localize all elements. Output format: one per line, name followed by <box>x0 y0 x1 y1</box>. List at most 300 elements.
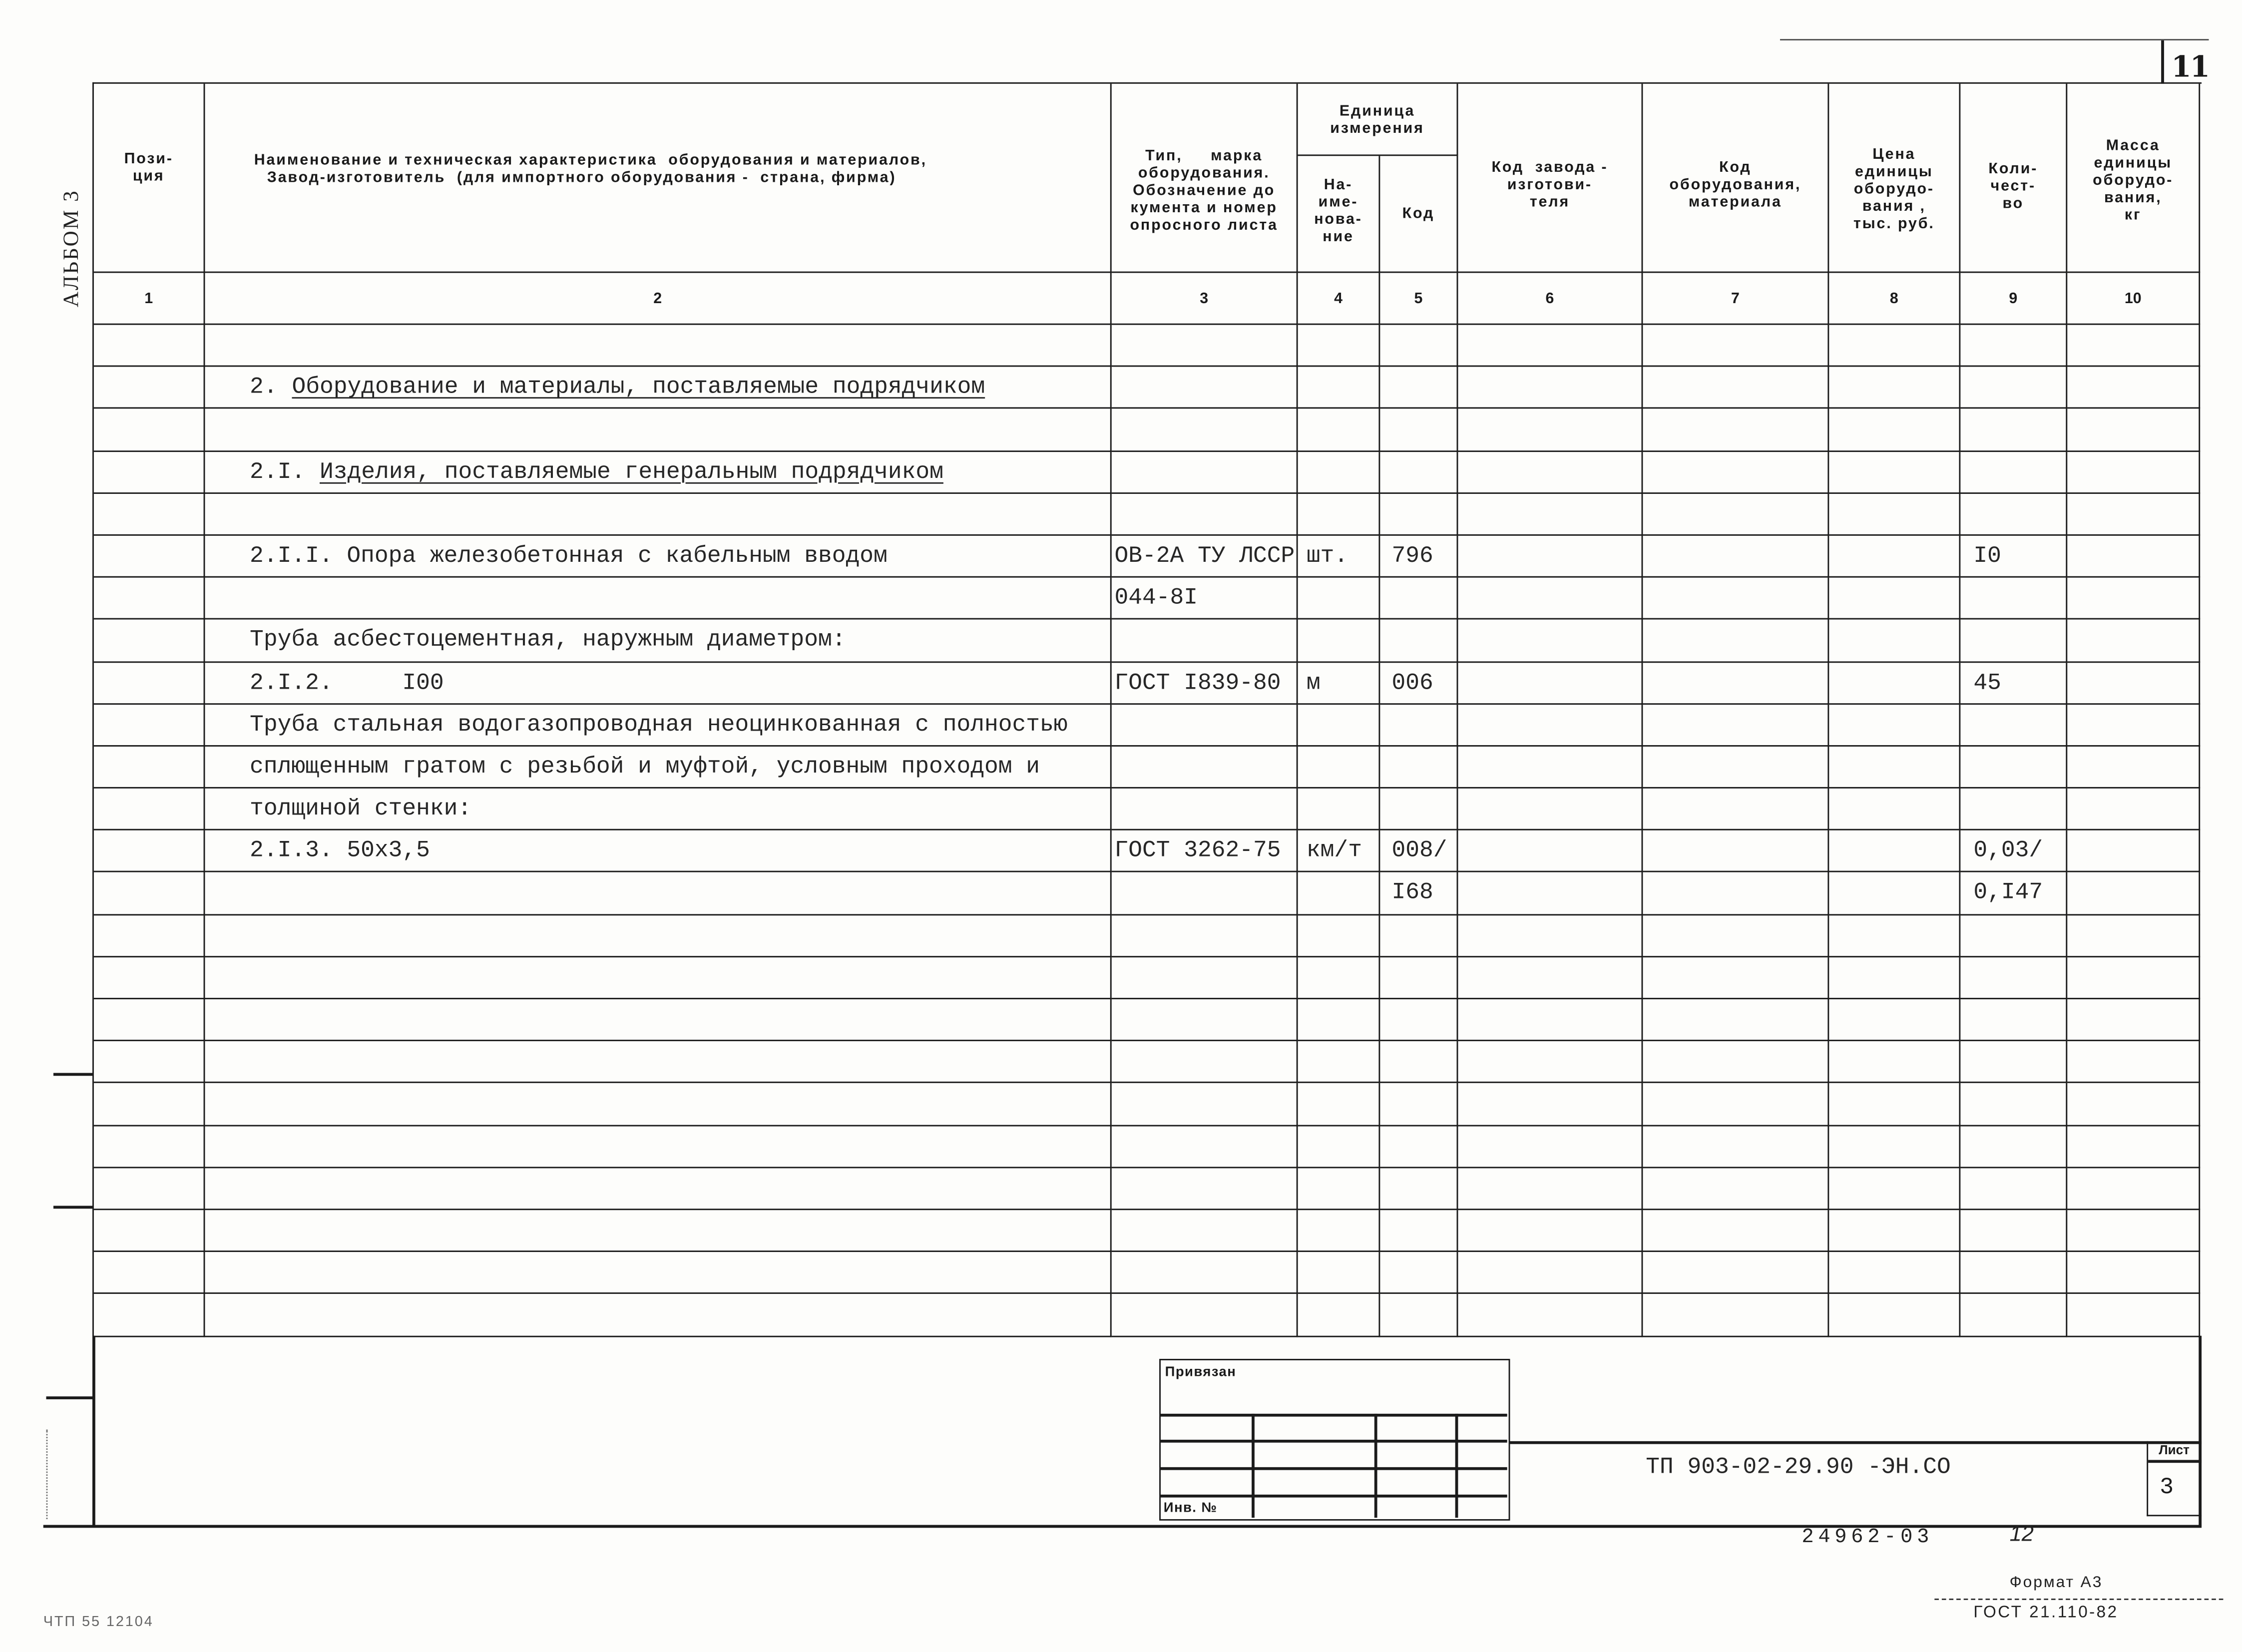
cell-factory-code <box>1458 578 1643 620</box>
cell-mass <box>2067 1041 2200 1083</box>
cell-name <box>205 367 1111 409</box>
cell-mass <box>2067 957 2200 999</box>
cell-factory-code <box>1458 915 1643 957</box>
cell-name <box>205 1252 1111 1294</box>
cell-item-code <box>1643 704 1829 746</box>
cell-position <box>94 578 205 620</box>
cell-item-code <box>1643 873 1829 915</box>
cell-price <box>1829 915 1960 957</box>
cell-factory-code <box>1458 957 1643 999</box>
cell-quantity: I0 <box>1960 536 2067 578</box>
cell-item-code <box>1643 957 1829 999</box>
header-unit-name <box>1298 156 1380 273</box>
cell-unit-code <box>1380 1084 1458 1126</box>
cell-name <box>205 1041 1111 1083</box>
cell-mass <box>2067 747 2200 789</box>
header-line: вания, <box>2104 189 2162 207</box>
cell-quantity <box>1960 578 2067 620</box>
cell-mass <box>2067 1084 2200 1126</box>
cell-item-code <box>1643 536 1829 578</box>
cell-price <box>1829 409 1960 451</box>
stamp-line <box>1455 1414 1458 1518</box>
cell-unit-name <box>1298 747 1380 789</box>
cell-type <box>1112 1126 1298 1168</box>
cell-mass <box>2067 1168 2200 1210</box>
cell-unit-name <box>1298 451 1380 493</box>
cell-quantity <box>1960 1084 2067 1126</box>
cell-factory-code <box>1458 789 1643 830</box>
archive-number: 24962-03 <box>1801 1526 1934 1550</box>
cell-price <box>1829 789 1960 830</box>
cell-mass <box>2067 915 2200 957</box>
header-mass <box>2067 84 2200 273</box>
header-line: оборудования, <box>1669 175 1801 193</box>
table-row <box>94 830 2201 872</box>
cell-unit-name <box>1298 1210 1380 1252</box>
cell-type <box>1112 1252 1298 1294</box>
stamp-line <box>1252 1414 1254 1518</box>
cell-item-code <box>1643 1294 1829 1336</box>
cell-mass <box>2067 999 2200 1041</box>
header-line: оборудования. <box>1138 164 1270 182</box>
header-name <box>205 84 1111 273</box>
cell-unit-code <box>1380 1210 1458 1252</box>
cell-item-code <box>1643 620 1829 662</box>
cell-quantity <box>1960 704 2067 746</box>
cell-mass <box>2067 1294 2200 1336</box>
column-number: 9 <box>1960 273 2067 325</box>
cell-type <box>1112 789 1298 830</box>
cell-unit-name <box>1298 620 1380 662</box>
cell-unit-name <box>1298 578 1380 620</box>
cell-unit-code <box>1380 957 1458 999</box>
cell-position <box>94 957 205 999</box>
cell-type <box>1112 1294 1298 1336</box>
cell-type <box>1112 493 1298 535</box>
cell-position <box>94 367 205 409</box>
cell-name <box>205 1126 1111 1168</box>
cell-price <box>1829 493 1960 535</box>
cell-quantity <box>1960 1210 2067 1252</box>
cell-name <box>205 1168 1111 1210</box>
cell-unit-code <box>1380 493 1458 535</box>
cell-item-code <box>1643 451 1829 493</box>
cell-price <box>1829 620 1960 662</box>
cell-price <box>1829 747 1960 789</box>
section-title: Изделия, поставляемые генеральным подрядчиком <box>319 458 943 485</box>
cell-unit-code <box>1380 325 1458 367</box>
header-line: измерения <box>1330 119 1424 137</box>
cell-price <box>1829 1210 1960 1252</box>
cell-item-code <box>1643 367 1829 409</box>
cell-name <box>205 1294 1111 1336</box>
header-factory-code <box>1458 84 1643 273</box>
cell-mass <box>2067 830 2200 872</box>
cell-name <box>205 1084 1111 1126</box>
cell-unit-code <box>1380 409 1458 451</box>
header-line: нова- <box>1314 210 1362 228</box>
cell-unit-name <box>1298 493 1380 535</box>
standard-label: ГОСТ 21.110-82 <box>1973 1604 2119 1622</box>
header-line: опросного листа <box>1130 216 1278 234</box>
table-row <box>94 1252 2201 1294</box>
cell-mass <box>2067 578 2200 620</box>
header-line: теля <box>1529 193 1570 210</box>
cell-factory-code <box>1458 704 1643 746</box>
cell-quantity <box>1960 1294 2067 1336</box>
table-row <box>94 747 2201 789</box>
header-line: Масса <box>2106 137 2160 155</box>
cell-position <box>94 1041 205 1083</box>
cell-factory-code <box>1458 409 1643 451</box>
cell-unit-name <box>1298 409 1380 451</box>
table-row <box>94 1084 2201 1126</box>
cell-quantity <box>1960 367 2067 409</box>
header-line: изготови- <box>1507 175 1593 193</box>
table-row <box>94 1126 2201 1168</box>
cell-item-code <box>1643 325 1829 367</box>
cell-factory-code <box>1458 451 1643 493</box>
cell-quantity <box>1960 1252 2067 1294</box>
cell-factory-code <box>1458 747 1643 789</box>
cell-position <box>94 409 205 451</box>
cell-name <box>205 493 1111 535</box>
cell-quantity <box>1960 1041 2067 1083</box>
cell-position <box>94 1294 205 1336</box>
inventory-label: Инв. № <box>1163 1500 1218 1517</box>
table-body <box>94 325 2201 1337</box>
cell-price <box>1829 999 1960 1041</box>
header-line: Код <box>1402 205 1435 223</box>
header-line: Единица <box>1339 101 1415 119</box>
item-text: 2.I.3. 50х3,5 <box>250 837 430 864</box>
top-trim-line <box>1780 39 2209 40</box>
cell-factory-code <box>1458 1252 1643 1294</box>
table-row <box>94 578 2201 620</box>
cell-position <box>94 747 205 789</box>
corner-sheet-number: 11 <box>2171 49 2209 84</box>
cell-item-code <box>1643 1041 1829 1083</box>
column-number: 3 <box>1112 273 1298 325</box>
cell-name <box>205 536 1111 578</box>
cell-unit-code <box>1380 1252 1458 1294</box>
column-number: 5 <box>1380 273 1458 325</box>
cell-type: ОВ-2А ТУ ЛССР <box>1112 536 1298 578</box>
column-number: 8 <box>1829 273 1960 325</box>
cell-unit-name <box>1298 789 1380 830</box>
cell-quantity <box>1960 620 2067 662</box>
sheet-box <box>2147 1441 2202 1516</box>
cell-quantity: 0,03/ <box>1960 830 2067 872</box>
cell-mass <box>2067 873 2200 915</box>
header-quantity <box>1960 84 2067 273</box>
header-line: кумента и номер <box>1130 199 1278 217</box>
cell-item-code <box>1643 662 1829 704</box>
table-row <box>94 704 2201 746</box>
cell-unit-code <box>1380 578 1458 620</box>
header-line: чест- <box>1990 177 2036 194</box>
cell-position <box>94 704 205 746</box>
cell-type <box>1112 1084 1298 1126</box>
cell-name <box>205 451 1111 493</box>
table-row <box>94 1210 2201 1252</box>
cell-unit-code: 006 <box>1380 662 1458 704</box>
column-number-row <box>94 273 2201 325</box>
table-row <box>94 451 2201 493</box>
header-line: Наименование и техническая характеристика оборудования и материалов, <box>254 151 927 169</box>
table-row <box>94 873 2201 915</box>
header-price <box>1829 84 1960 273</box>
cell-factory-code <box>1458 830 1643 872</box>
cell-position <box>94 915 205 957</box>
cell-unit-name <box>1298 325 1380 367</box>
cell-type <box>1112 747 1298 789</box>
cell-price <box>1829 957 1960 999</box>
cell-factory-code <box>1458 999 1643 1041</box>
cell-mass <box>2067 536 2200 578</box>
cell-unit-code <box>1380 1126 1458 1168</box>
cell-type <box>1112 409 1298 451</box>
column-number: 4 <box>1298 273 1380 325</box>
bound-label: Привязан <box>1165 1364 1237 1381</box>
cell-factory-code <box>1458 493 1643 535</box>
cell-unit-code <box>1380 915 1458 957</box>
item-text: толщиной стенки: <box>250 796 472 822</box>
cell-unit-code <box>1380 999 1458 1041</box>
item-text: 2.I.I. Опора железобетонная с кабельным вводом <box>250 543 888 569</box>
cell-unit-code <box>1380 620 1458 662</box>
cell-price <box>1829 1168 1960 1210</box>
cell-quantity <box>1960 325 2067 367</box>
header-line: во <box>2002 194 2024 212</box>
cell-position <box>94 789 205 830</box>
column-number: 7 <box>1643 273 1829 325</box>
header-line: Завод-изготовитель (для импортного оборудования - страна, фирма) <box>267 169 897 187</box>
table-row <box>94 620 2201 662</box>
cell-position <box>94 536 205 578</box>
cell-unit-code <box>1380 1168 1458 1210</box>
sheet-number: 3 <box>2160 1474 2174 1501</box>
cell-quantity <box>1960 1126 2067 1168</box>
cell-price <box>1829 704 1960 746</box>
cell-quantity: 0,I47 <box>1960 873 2067 915</box>
cell-unit-name <box>1298 957 1380 999</box>
table-row <box>94 409 2201 451</box>
item-text: Труба стальная водогазопроводная неоцинкованная с полностью <box>250 711 1068 738</box>
corner-divider <box>2161 40 2164 84</box>
cell-unit-name <box>1298 1168 1380 1210</box>
column-number: 10 <box>2067 273 2200 325</box>
cell-type <box>1112 704 1298 746</box>
cell-price <box>1829 578 1960 620</box>
cell-type: ГОСТ 3262-75 <box>1112 830 1298 872</box>
cell-name <box>205 325 1111 367</box>
header-line: оборудо- <box>1853 180 1934 197</box>
cell-mass <box>2067 409 2200 451</box>
cell-type: 044-8I <box>1112 578 1298 620</box>
section-number: 2. <box>250 374 278 401</box>
cell-type <box>1112 873 1298 915</box>
header-line: На- <box>1324 175 1353 193</box>
cell-unit-code: 008/ <box>1380 830 1458 872</box>
cell-item-code <box>1643 578 1829 620</box>
column-number: 1 <box>94 273 205 325</box>
cell-item-code <box>1643 1252 1829 1294</box>
binding-stamp <box>1159 1359 1510 1521</box>
cell-mass <box>2067 325 2200 367</box>
cell-mass <box>2067 1252 2200 1294</box>
cell-unit-code <box>1380 747 1458 789</box>
cell-item-code <box>1643 915 1829 957</box>
format-label: Формат А3 <box>2009 1574 2103 1592</box>
cell-factory-code <box>1458 662 1643 704</box>
cell-type <box>1112 999 1298 1041</box>
cell-unit-name: м <box>1298 662 1380 704</box>
cell-price <box>1829 1084 1960 1126</box>
cell-unit-code <box>1380 1294 1458 1336</box>
header-line: ция <box>132 166 165 184</box>
cell-price <box>1829 451 1960 493</box>
cell-quantity <box>1960 747 2067 789</box>
cell-position <box>94 999 205 1041</box>
item-text: Труба асбестоцементная, наружным диаметром: <box>250 627 846 653</box>
cell-mass <box>2067 704 2200 746</box>
cell-name <box>205 747 1111 789</box>
sheet-label: Лист <box>2159 1442 2190 1457</box>
cell-unit-name <box>1298 915 1380 957</box>
cell-factory-code <box>1458 1294 1643 1336</box>
section-number: 2.I. <box>250 458 306 485</box>
header-item-code <box>1643 84 1829 273</box>
cell-position <box>94 451 205 493</box>
header-unit-group <box>1298 84 1458 156</box>
header-position <box>94 84 205 273</box>
title-block-line <box>1510 1441 2202 1444</box>
cell-mass <box>2067 1126 2200 1168</box>
header-line: Обозначение до <box>1133 182 1276 200</box>
cell-type <box>1112 451 1298 493</box>
cell-price <box>1829 367 1960 409</box>
cell-position <box>94 1252 205 1294</box>
trim-mark <box>46 1430 47 1519</box>
table-row <box>94 1294 2201 1336</box>
cell-unit-name: шт. <box>1298 536 1380 578</box>
cell-factory-code <box>1458 873 1643 915</box>
cell-price <box>1829 325 1960 367</box>
cell-type <box>1112 367 1298 409</box>
cell-name <box>205 662 1111 704</box>
cell-item-code <box>1643 1126 1829 1168</box>
margin-mark <box>46 1396 92 1399</box>
table-row <box>94 957 2201 999</box>
cell-factory-code <box>1458 536 1643 578</box>
margin-mark <box>53 1073 92 1075</box>
cell-price <box>1829 1294 1960 1336</box>
table-row <box>94 536 2201 578</box>
cell-name <box>205 409 1111 451</box>
cell-unit-name <box>1298 873 1380 915</box>
cell-position <box>94 830 205 872</box>
cell-name <box>205 915 1111 957</box>
cell-position <box>94 1168 205 1210</box>
cell-unit-name <box>1298 1252 1380 1294</box>
cell-unit-name <box>1298 367 1380 409</box>
header-line: име- <box>1318 193 1358 210</box>
cell-mass <box>2067 1210 2200 1252</box>
cell-item-code <box>1643 1210 1829 1252</box>
cell-price <box>1829 873 1960 915</box>
cell-price <box>1829 536 1960 578</box>
cell-factory-code <box>1458 1168 1643 1210</box>
header-line: единицы <box>1855 162 1933 180</box>
item-text: 2.I.2. I00 <box>250 669 444 696</box>
cell-name <box>205 1210 1111 1252</box>
cell-unit-name <box>1298 1294 1380 1336</box>
table-row <box>94 662 2201 704</box>
cell-type <box>1112 915 1298 957</box>
specification-table <box>92 82 2201 1336</box>
trim-line <box>1934 1599 2223 1600</box>
cell-price <box>1829 1126 1960 1168</box>
cell-position <box>94 662 205 704</box>
cell-factory-code <box>1458 620 1643 662</box>
table-row <box>94 493 2201 535</box>
table-header <box>94 84 2201 273</box>
cell-mass <box>2067 493 2200 535</box>
section-title: Оборудование и материалы, поставляемые подрядчиком <box>292 374 985 401</box>
table-row <box>94 325 2201 367</box>
cell-item-code <box>1643 409 1829 451</box>
cell-quantity <box>1960 957 2067 999</box>
header-line: материала <box>1688 193 1782 210</box>
item-text: сплющенным гратом с резьбой и муфтой, условным проходом и <box>250 754 1040 780</box>
cell-price <box>1829 830 1960 872</box>
cell-item-code <box>1643 999 1829 1041</box>
cell-mass <box>2067 662 2200 704</box>
cell-unit-name: км/т <box>1298 830 1380 872</box>
frame-left-line <box>92 1336 95 1527</box>
header-unit-code <box>1380 156 1458 273</box>
cell-mass <box>2067 367 2200 409</box>
cell-quantity <box>1960 409 2067 451</box>
cell-item-code <box>1643 789 1829 830</box>
cell-name <box>205 830 1111 872</box>
cell-item-code <box>1643 493 1829 535</box>
cell-type <box>1112 620 1298 662</box>
table-row <box>94 367 2201 409</box>
cell-type <box>1112 1210 1298 1252</box>
cell-unit-name <box>1298 1126 1380 1168</box>
cell-unit-name <box>1298 1041 1380 1083</box>
sheet-box-line <box>2148 1460 2202 1462</box>
cell-item-code <box>1643 1168 1829 1210</box>
album-label: АЛЬБОМ 3 <box>60 189 84 308</box>
cell-position <box>94 1126 205 1168</box>
cell-name <box>205 704 1111 746</box>
header-line: Пози- <box>124 149 173 167</box>
header-line: кг <box>2124 206 2142 224</box>
cell-quantity <box>1960 1168 2067 1210</box>
column-number: 6 <box>1458 273 1643 325</box>
cell-position <box>94 873 205 915</box>
cell-unit-code <box>1380 704 1458 746</box>
cell-type <box>1112 957 1298 999</box>
cell-quantity: 45 <box>1960 662 2067 704</box>
page-number: 12 <box>2009 1522 2034 1547</box>
cell-type <box>1112 1168 1298 1210</box>
cell-item-code <box>1643 747 1829 789</box>
cell-name <box>205 999 1111 1041</box>
